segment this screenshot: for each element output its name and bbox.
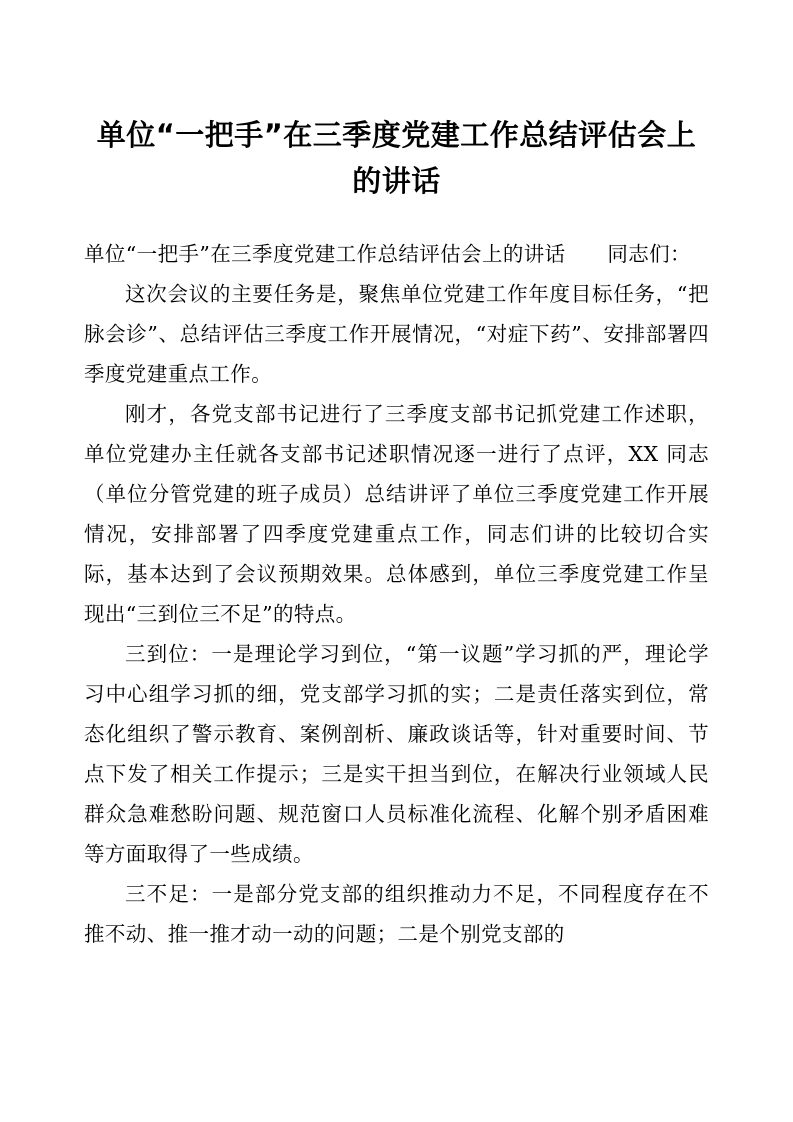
paragraph: 三到位：一是理论学习到位，“第一议题”学习抓的严，理论学习中心组学习抓的细，党支部学习抓的实；二是责任落实到位，常态化组织了警示教育、案例剖析、廉政谈话等，针对重要时间、节点下发了相关工作提示；三是实干担当到位，在解决行业领域人民群众急难愁盼问题、规范窗口人员标准化流程、化解个别矛盾困难等方面取得了一些成绩。 — [84, 642, 709, 866]
document-body — [84, 234, 709, 954]
paragraph: 单位“一把手”在三季度党建工作总结评估会上的讲话 同志们： — [84, 242, 691, 266]
paragraph: 三不足：一是部分党支部的组织推动力不足，不同程度存在不推不动、推一推才动一动的问题；二是个别党支部的 — [84, 882, 709, 946]
page-title: 单位“一把手”在三季度党建工作总结评估会上的讲话 — [96, 118, 697, 198]
paragraph: 这次会议的主要任务是，聚焦单位党建工作年度目标任务，“把脉会诊”、总结评估三季度工作开展情况，“对症下药”、安排部署四季度党建重点工作。 — [84, 282, 709, 386]
paragraph: 刚才，各党支部书记进行了三季度支部书记抓党建工作述职，单位党建办主任就各支部书记述职情况逐一进行了点评，XX 同志（单位分管党建的班子成员）总结讲评了单位三季度党建工作开展情况，安排部署了四季度党建重点工作，同志们讲的比较切合实际，基本达到了会议预期效果。总体感到，单位三季度党建工作呈现出“三到位三不足”的特点。 — [84, 402, 709, 626]
